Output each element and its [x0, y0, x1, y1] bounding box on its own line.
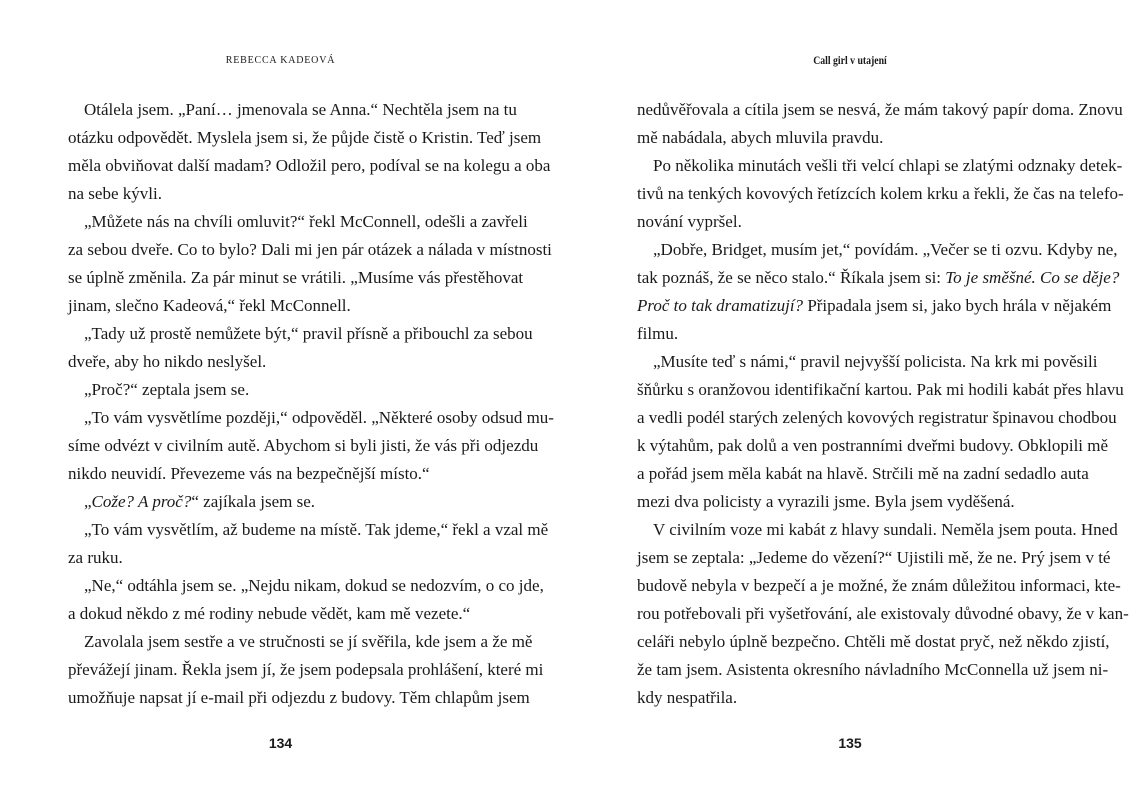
text-line — [68, 124, 542, 152]
text-run: Po několika minutách vešli tři velcí chlapi se zlatými odznaky detek- — [653, 156, 1123, 175]
text-run: „Musíte teď s námi,“ pravil nejvyšší policista. Na krk mi pověsili — [653, 352, 1098, 371]
text-line — [68, 320, 533, 348]
text-line — [637, 208, 1063, 236]
text-line — [68, 236, 552, 264]
text-run: otázku odpovědět. Myslela jsem si, že půjde čistě o Kristin. Teď jsem — [68, 128, 542, 147]
text-line — [637, 544, 1111, 572]
text-run: k výtahům, pak dolů a ven postranními dveřmi budovy. Obklopili mě — [637, 436, 1109, 455]
paragraph — [68, 572, 544, 628]
text-line — [68, 600, 493, 628]
text-run: nedůvěřovala a cítila jsem se nesvá, že mám takový papír doma. Znovu — [637, 100, 1123, 119]
text-run: “ zajíkala jsem se. — [191, 492, 316, 511]
text-run: dveře, aby ho nikdo neslyšel. — [68, 352, 267, 371]
text-line — [637, 264, 1120, 292]
text-run: „Ne,“ odtáhla jsem se. „Nejdu nikam, dokud se nedozvím, o co jde, — [84, 576, 544, 595]
page-number: 135 — [838, 735, 862, 751]
text-run: a vedli podél starých zelených kovových registratur špinavou chodbou — [637, 408, 1117, 427]
text-line — [68, 292, 493, 320]
text-line — [637, 292, 1112, 320]
text-line — [637, 488, 1063, 516]
text-run: „Můžete nás na chvíli omluvit?“ řekl McConnell, odešli a zavřeli — [84, 212, 528, 231]
left-page — [0, 0, 565, 800]
text-run: se úplně změnila. Za pár minut se vrátili. „Musíme vás přestěhovat — [68, 268, 524, 287]
paragraph — [637, 96, 1123, 152]
text-line — [637, 152, 1123, 180]
text-run: a pořád jsem měla kabát na hlavě. Strčili mě na zadní sedadlo auta — [637, 464, 1089, 483]
text-line — [68, 460, 493, 488]
text-line — [68, 488, 493, 516]
text-line — [637, 236, 1118, 264]
text-run: umožňuje napsat jí e-mail při odjezdu z budovy. Těm chlapům jsem — [68, 688, 530, 707]
paragraph — [68, 96, 551, 208]
page-number: 134 — [268, 735, 293, 751]
right-page — [566, 0, 1131, 800]
text-line — [68, 432, 539, 460]
text-line — [637, 572, 1121, 600]
text-line — [68, 684, 530, 712]
text-run: filmu. — [637, 324, 679, 343]
page-body — [637, 96, 1129, 712]
text-line — [637, 460, 1089, 488]
text-run: šňůrku s oranžovou identifikační kartou. Pak mi hodili kabát přes hlavu — [637, 380, 1124, 399]
text-line — [68, 376, 493, 404]
text-run: Zavolala jsem sestře a ve stručnosti se jí svěřila, kde jsem a že mě — [84, 632, 533, 651]
text-run: budově nebyla v bezpečí a je možné, že znám důležitou informaci, kte- — [637, 576, 1121, 595]
text-line — [68, 404, 554, 432]
text-line — [68, 96, 517, 124]
text-run: na sebe kývli. — [68, 184, 162, 203]
paragraph — [68, 320, 533, 376]
paragraph — [68, 488, 493, 516]
paragraph — [68, 516, 549, 572]
paragraph — [637, 348, 1124, 516]
page-body — [68, 96, 554, 712]
text-run: Otálela jsem. „Paní… jmenovala se Anna.“ Nechtěla jsem na tu — [84, 100, 517, 119]
paragraph — [68, 404, 554, 488]
text-line — [68, 628, 533, 656]
text-run: Připadala jsem si, jako bych hrála v nějakém — [803, 296, 1112, 315]
text-run: síme odvézt v civilním autě. Abychom si byli jisti, že vás při odjezdu — [68, 436, 539, 455]
text-run: jsem se zeptala: „Jedeme do vězení?“ Ujistili mě, že ne. Prý jsem v té — [637, 548, 1111, 567]
text-run: „Proč?“ zeptala jsem se. — [84, 380, 250, 399]
text-line — [637, 628, 1110, 656]
text-run: měla obviňovat další madam? Odložil pero, podíval se na kolegu a oba — [68, 156, 551, 175]
text-run: převážejí jinam. Řekla jsem jí, že jsem podepsala prohlášení, které mi — [68, 660, 544, 679]
text-line — [637, 656, 1109, 684]
text-run: a dokud někdo z mé rodiny nebude vědět, kam mě vezete.“ — [68, 604, 471, 623]
text-line — [637, 404, 1117, 432]
text-run: celáři nebylo úplně bezpečno. Chtěli mě dostat pryč, než někdo zjistí, — [637, 632, 1110, 651]
text-run: jinam, slečno Kadeová,“ řekl McConnell. — [68, 296, 351, 315]
text-run: za sebou dveře. Co to bylo? Dali mi jen pár otázek a nálada v místnosti — [68, 240, 552, 259]
italic-text: To je směšné. Co se děje? — [945, 268, 1120, 287]
paragraph — [637, 516, 1129, 712]
text-run: V civilním voze mi kabát z hlavy sundali. Neměla jsem pouta. Hned — [653, 520, 1118, 539]
text-line — [637, 684, 1063, 712]
text-line — [637, 432, 1109, 460]
text-line — [637, 600, 1129, 628]
italic-text: Proč to tak dramatizují? — [637, 296, 804, 315]
text-run: nikdo neuvidí. Převezeme vás na bezpečnější místo.“ — [68, 464, 430, 483]
text-run: že tam jsem. Asistenta okresního návladního McConnella už jsem ni- — [637, 660, 1109, 679]
text-line — [68, 516, 549, 544]
paragraph — [637, 152, 1124, 236]
text-line — [68, 152, 551, 180]
paragraph — [68, 628, 544, 712]
paragraph — [637, 236, 1120, 348]
text-line — [637, 180, 1124, 208]
text-run: „Tady už prostě nemůžete být,“ pravil přísně a přibouchl za sebou — [84, 324, 533, 343]
text-run: „To vám vysvětlím, až budeme na místě. Tak jdeme,“ řekl a vzal mě — [84, 520, 549, 539]
running-header-author: REBECCA KADEOVÁ — [225, 55, 336, 66]
running-header-title: Call girl v utajení — [813, 55, 887, 67]
text-line — [68, 656, 544, 684]
text-run: mezi dva policisty a vyrazili jsme. Byla jsem vyděšená. — [637, 492, 1015, 511]
text-line — [68, 572, 544, 600]
text-line — [637, 516, 1118, 544]
text-run: nování vypršel. — [637, 212, 742, 231]
text-run: „Dobře, Bridget, musím jet,“ povídám. „Večer se ti ozvu. Kdyby ne, — [653, 240, 1118, 259]
text-line — [68, 544, 493, 572]
text-run: kdy nespatřila. — [637, 688, 738, 707]
text-line — [637, 376, 1124, 404]
text-line — [68, 208, 528, 236]
text-run: za ruku. — [68, 548, 123, 567]
text-line — [637, 348, 1098, 376]
text-run: tak poznáš, že se něco stalo.“ Říkala jsem si: — [637, 268, 946, 287]
text-line — [68, 180, 493, 208]
text-line — [637, 96, 1123, 124]
text-line — [637, 320, 1063, 348]
text-line — [637, 124, 1063, 152]
text-run: tivů na tenkých kovových řetízcích kolem krku a řekli, že čas na telefo- — [637, 184, 1124, 203]
italic-text: Cože? A proč? — [91, 492, 192, 511]
text-run: mě nabádala, abych mluvila pravdu. — [637, 128, 884, 147]
text-run: „ — [84, 492, 92, 511]
text-run: „To vám vysvětlíme později,“ odpověděl. „Některé osoby odsud mu- — [84, 408, 554, 427]
paragraph — [68, 376, 493, 404]
text-line — [68, 348, 493, 376]
text-line — [68, 264, 524, 292]
paragraph — [68, 208, 552, 320]
text-run: rou potřebovali při vyšetřování, ale existovaly důvodné obavy, že v kan- — [637, 604, 1129, 623]
